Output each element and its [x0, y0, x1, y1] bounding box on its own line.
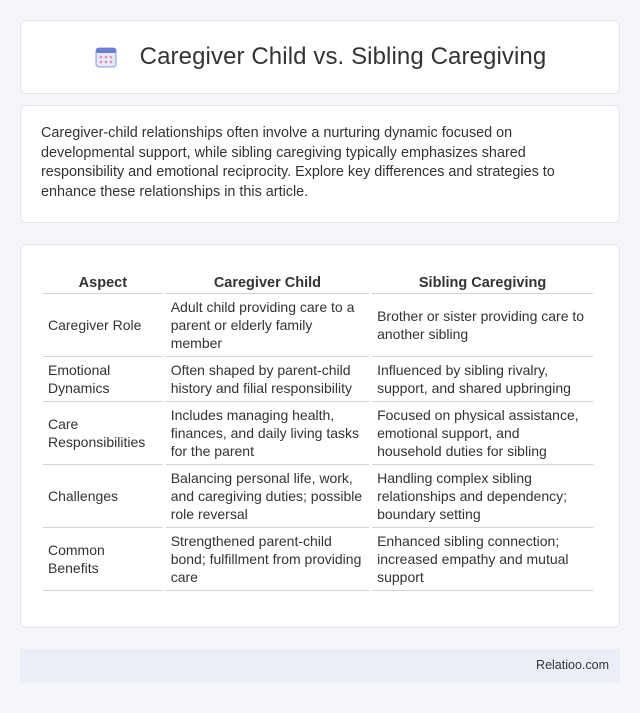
row-aspect-cell: Challenges	[43, 465, 163, 528]
table-row	[43, 357, 593, 402]
calendar-icon	[94, 45, 118, 69]
comparison-table	[40, 265, 596, 591]
table-row	[43, 402, 593, 465]
row-caregiver-child-cell: Balancing personal life, work, and caregiving duties; possible role reversal	[166, 465, 369, 528]
table-row	[43, 528, 593, 591]
footer	[20, 649, 620, 682]
footer-brand: Relatioo.com	[536, 658, 609, 672]
row-sibling-caregiving-cell: Influenced by sibling rivalry, support, and shared upbringing	[372, 357, 593, 402]
intro-paragraph: Caregiver-child relationships often involve a nurturing dynamic focused on developmental support, while sibling caregiving typically emphasizes shared responsibility and emotional reciprocity. Explore key differences and strategies to enhance these relationships in this article.	[41, 125, 555, 200]
row-caregiver-child-cell: Includes managing health, finances, and daily living tasks for the parent	[166, 402, 369, 465]
column-header-sibling-caregiving: Sibling Caregiving	[372, 265, 593, 294]
table-row	[43, 465, 593, 528]
title-card	[20, 20, 620, 94]
column-header-caregiver-child: Caregiver Child	[166, 265, 369, 294]
row-sibling-caregiving-cell: Brother or sister providing care to another sibling	[372, 294, 593, 357]
row-caregiver-child-cell: Often shaped by parent-child history and filial responsibility	[166, 357, 369, 402]
row-aspect-cell: Caregiver Role	[43, 294, 163, 357]
row-aspect-cell: Care Responsibilities	[43, 402, 163, 465]
table-row	[43, 294, 593, 357]
row-aspect-cell: Emotional Dynamics	[43, 357, 163, 402]
intro-card	[20, 105, 620, 223]
row-sibling-caregiving-cell: Enhanced sibling connection; increased empathy and mutual support	[372, 528, 593, 591]
comparison-card	[20, 244, 620, 628]
row-caregiver-child-cell: Adult child providing care to a parent or elderly family member	[166, 294, 369, 357]
table-header-row	[43, 265, 593, 294]
column-header-aspect: Aspect	[43, 265, 163, 294]
row-aspect-cell: Common Benefits	[43, 528, 163, 591]
row-sibling-caregiving-cell: Focused on physical assistance, emotional support, and household duties for sibling	[372, 402, 593, 465]
row-sibling-caregiving-cell: Handling complex sibling relationships and dependency; boundary setting	[372, 465, 593, 528]
page-title: Caregiver Child vs. Sibling Caregiving	[139, 43, 547, 70]
row-caregiver-child-cell: Strengthened parent-child bond; fulfillment from providing care	[166, 528, 369, 591]
